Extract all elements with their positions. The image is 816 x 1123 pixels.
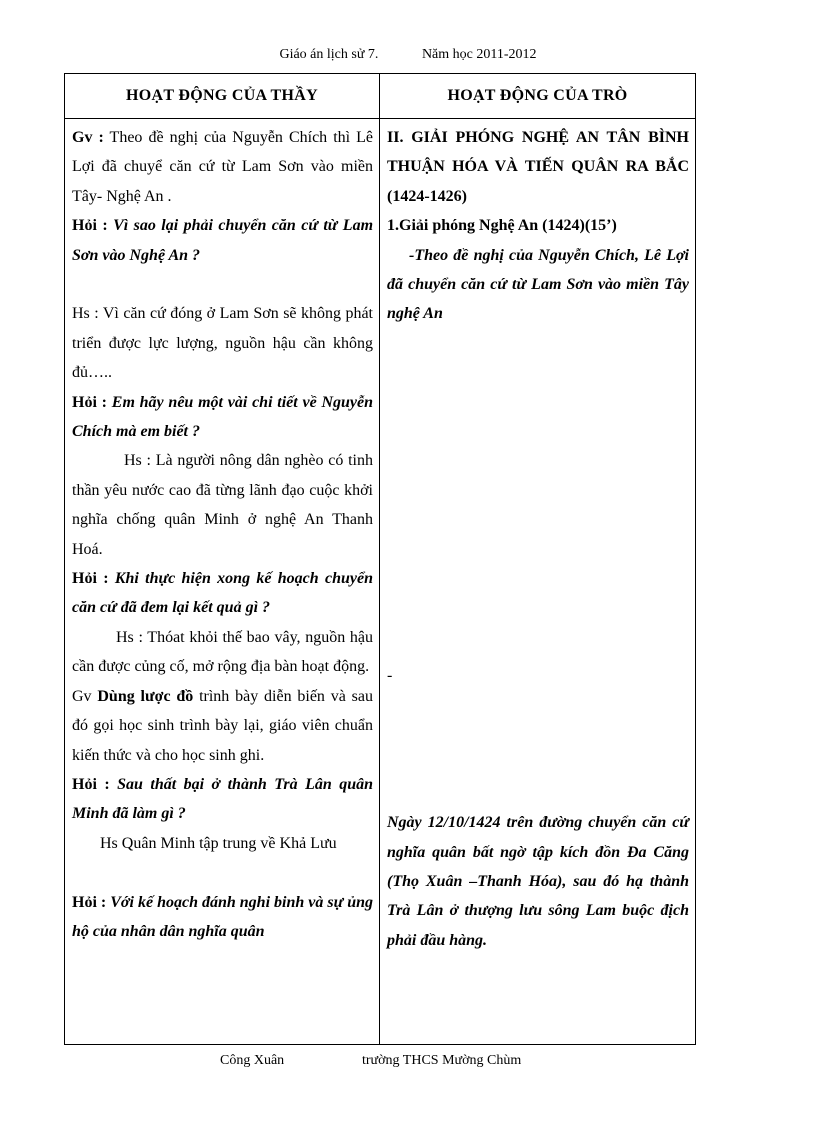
question-label: Hỏi :	[72, 775, 110, 793]
question-label: Hỏi :	[72, 393, 107, 411]
gv-bold-phrase: Dùng lược đồ	[97, 687, 194, 705]
question-label: Hỏi :	[72, 570, 109, 588]
section-title: II. GIẢI PHÓNG NGHỆ AN TÂN BÌNH THUẬN HÓA VÀ TIẾN QUÂN RA BẮC (1424-1426)	[387, 129, 689, 205]
question-5	[72, 888, 373, 947]
question-text: Sau thất bại ở thành Trà Lân quân Minh đã làm gì ?	[72, 775, 374, 823]
teacher-intro	[72, 123, 373, 211]
answer-3: Hs : Thóat khỏi thế bao vây, nguồn hậu cần được củng cố, mở rộng địa bàn hoạt động.	[72, 628, 373, 676]
subsection-title: 1.Giải phóng Nghệ An (1424)(15’)	[387, 217, 617, 235]
student-column-header: HOẠT ĐỘNG CỦA TRÒ	[380, 74, 696, 119]
question-4	[72, 770, 373, 829]
question-text: Với kế hoạch đánh nghi binh và sự ủng hộ của nhân dân nghĩa quân	[72, 893, 373, 940]
page-header	[0, 47, 816, 63]
student-note-2: Ngày 12/10/1424 trên đường chuyển căn cứ nghĩa quân bất ngờ tập kích đồn Đa Căng (Thọ Xuân –Thanh Hóa), sau đó hạ thành Trà Lân ở thượng lưu sông Lam buộc địch phải đầu hàng.	[387, 814, 689, 949]
answer-4: Hs Quân Minh tập trung về Khả Lưu	[100, 834, 337, 852]
teacher-instruction	[72, 682, 373, 770]
gv-instruction-text: trình bày diễn biến và sau đó gọi học sinh trình bày lại, giáo viên chuẩn kiến thức và cho học sinh ghi.	[72, 687, 373, 764]
question-text: Vì sao lại phải chuyển căn cứ từ Lam Sơn vào Nghệ An ?	[72, 217, 374, 264]
dash-mark: -	[387, 666, 393, 684]
header-school-year: Năm học 2011-2012	[421, 47, 537, 62]
question-2	[72, 388, 373, 447]
answer-1: Hs : Vì căn cứ đóng ở Lam Sơn sẽ không phát triển được lực lượng, nguồn hậu cần không đủ…..	[72, 305, 373, 382]
question-1	[72, 211, 373, 270]
answer-2: Hs : Là người nông dân nghèo có tinh thần yêu nước cao đã từng lãnh đạo cuộc khởi nghĩa chống quân Minh ở nghệ An Thanh Hoá.	[72, 452, 373, 558]
footer-school: trường THCS Mường Chùm	[362, 1053, 522, 1068]
question-text: Em hãy nêu một vài chi tiết về Nguyễn Chích mà em biết ?	[72, 393, 374, 441]
teacher-column-header: HOẠT ĐỘNG CỦA THẦY	[65, 74, 380, 119]
lesson-table	[64, 73, 696, 1045]
gv-intro-text: Theo đề nghị của Nguyễn Chích thì Lê Lợi đã chuyể căn cứ từ Lam Sơn vào miền Tây- Nghệ An .	[72, 129, 373, 205]
student-activity-cell	[380, 119, 696, 1045]
question-label: Hỏi :	[72, 893, 107, 911]
question-label: Hỏi :	[72, 217, 108, 235]
question-text: Khi thực hiện xong kế hoạch chuyển căn cứ đã đem lại kết quả gì ?	[72, 570, 373, 617]
footer-author: Công Xuân	[220, 1053, 285, 1068]
teacher-activity-cell	[65, 119, 380, 1045]
question-3	[72, 564, 373, 623]
header-subject: Giáo án lịch sử 7.	[279, 47, 379, 62]
gv-prefix: Gv	[72, 687, 98, 705]
gv-label: Gv :	[72, 129, 104, 146]
student-note-1: -Theo đề nghị của Nguyễn Chích, Lê Lợi đã chuyển căn cứ từ Lam Sơn vào miền Tây nghệ An	[387, 246, 689, 323]
